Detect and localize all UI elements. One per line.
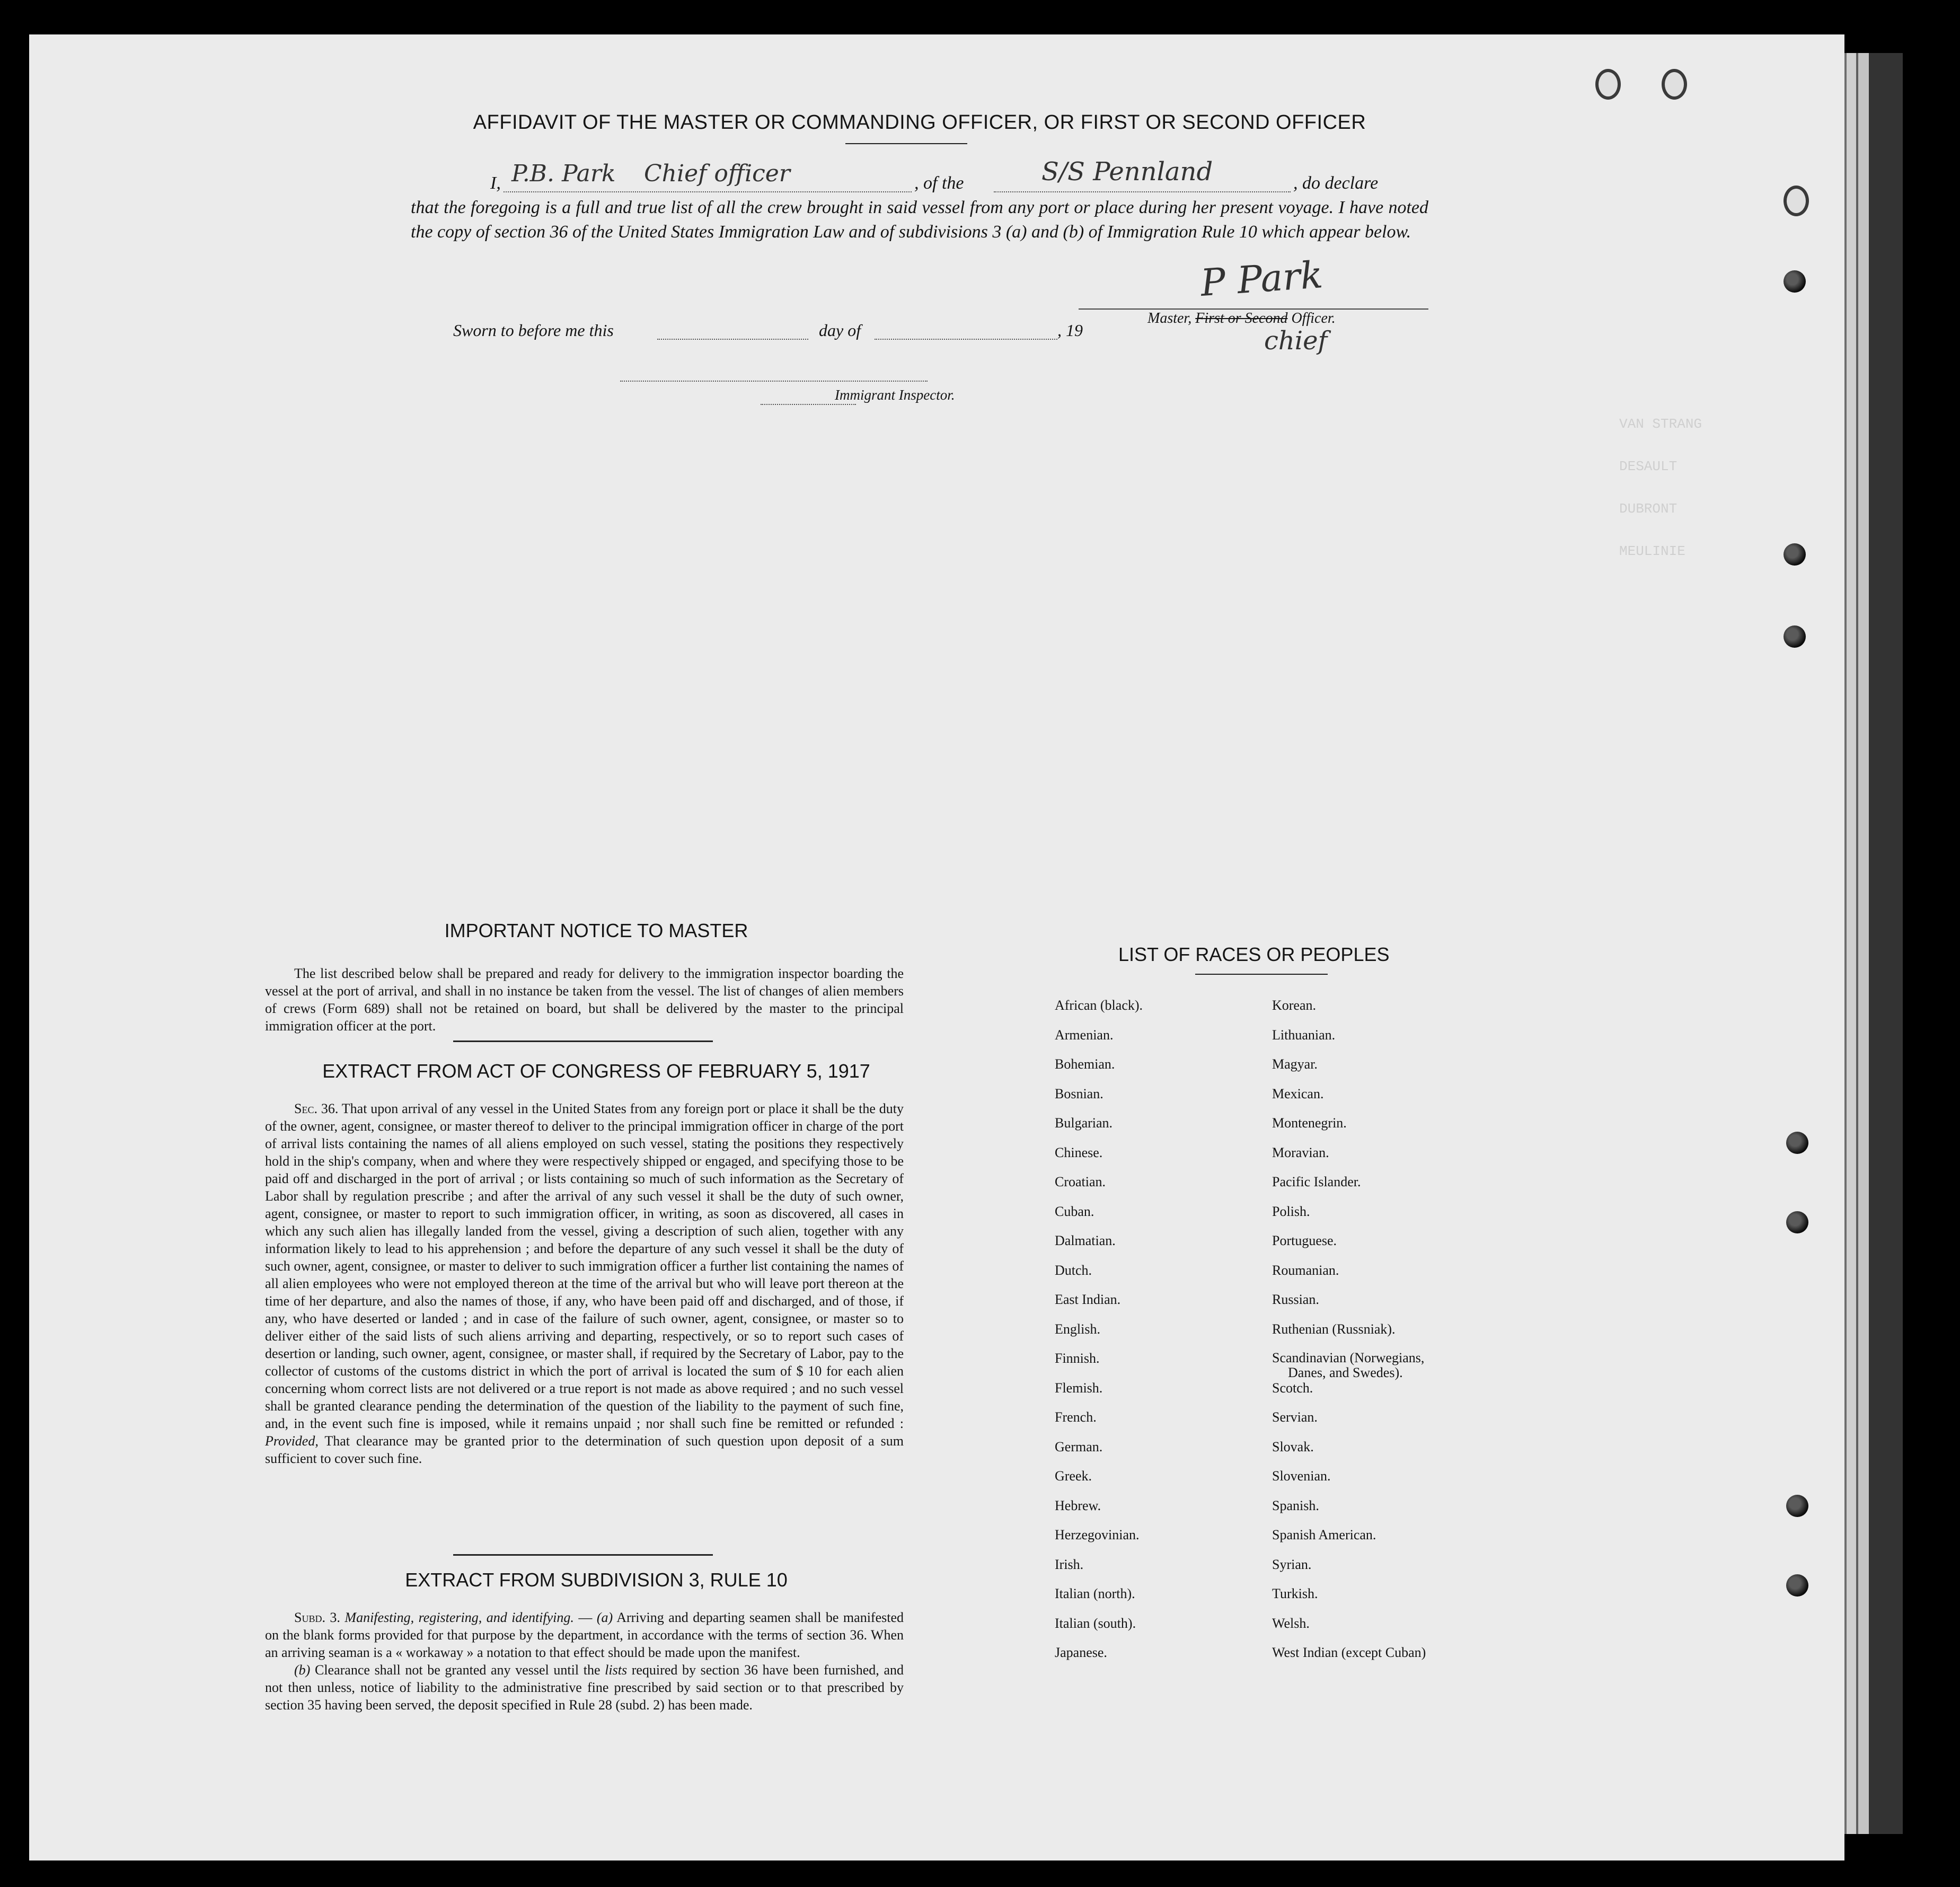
race-item: Slovenian. [1272,1468,1331,1484]
binder-hole-icon [1786,1574,1808,1597]
do-declare-label: , do declare [1293,173,1379,193]
section-rule [453,1554,713,1556]
races-right-column [1272,998,1426,1674]
binder-hole-icon [1784,270,1806,293]
subd-label: Subd. 3. [294,1610,340,1625]
provided-label: Provided, [265,1433,319,1449]
binder-hole-icon [1784,625,1806,648]
race-item: Lithuanian. [1272,1027,1336,1043]
race-item: Scandinavian (Norwegians, Danes, and Swedes). [1272,1350,1425,1380]
race-item: Russian. [1272,1292,1319,1307]
bleed-through-text: DESAULT [1619,458,1678,474]
vessel-name-handwritten: S/S Pennland [1041,157,1213,187]
manifest-sheet [29,34,1844,1860]
act-extract-text: Sec. 36. That upon arrival of any vessel in the United States from any foreign port or place it shall be the duty of the owner, agent, consignee, or master thereof to deliver to the principal immigration officer in charge of the port of arrival lists containing the names of all aliens employed on such vessel, stating the positions they respectively hold in the ship's company, when and where they were respectively shipped or engaged, and specifying those to be paid off and discharged in the port of arrival ; or lists containing so much of such information as the Secretary of Labor shall by regulation prescribe ; and after the arrival of any such vessel it shall be the duty of such owner, agent, consignee, or master to report to such immigration officer, in writing, as soon as discovered, all cases in which any such alien has illegally landed from the vessel, giving a description of such alien, together with any information likely to lead to his apprehension ; and before the departure of any such vessel it shall be the duty of such owner, agent, consignee, or master to deliver to such immigration officer a further list containing the names of all alien employees who were not employed thereon at the time of the arrival but who will leave port thereon at the time of her departure, and also the names of those, if any, who have been paid off and discharged, and of those, if any, who have deserted or landed ; and in case of the failure of such owner, agent, consignee, or master so to deliver either of the said lists of such aliens arriving and departing, respectively, or so to report such cases of desertion or landing, such owner, agent, consignee, or master shall, if required by the Secretary of Labor, pay to the collector of customs of the customs district in which the port of arrival is located the sum of $ 10 for each alien concerning whom correct lists are not delivered or a true report is not made as above required ; and no such vessel shall be granted clearance pending the determination of the question of the liability to the payment of such fine, and, in the event such fine is imposed, while it remains unpaid ; nor shall such fine be remitted or refunded : Provided, That clearance may be granted prior to the determination of such question upon deposit of a sum sufficient to cover such fine. [265,1101,904,1466]
binder-hole-icon [1595,69,1621,100]
officer-rank-handwritten: Chief officer [644,160,790,187]
race-item: Moravian. [1272,1144,1329,1160]
officer-signature-block [1079,253,1450,395]
race-item: Croatian. [1055,1174,1106,1189]
year-label: , 19 [1057,321,1083,340]
race-item: East Indian. [1055,1292,1121,1307]
race-item: German. [1055,1439,1103,1454]
month-blank [875,339,1057,340]
race-item: Armenian. [1055,1027,1114,1043]
officer-rank-label: Master, First or Second Officer. [1147,310,1336,327]
race-item: English. [1055,1321,1100,1337]
inspector-label: Immigrant Inspector. [835,387,955,403]
race-item: Turkish. [1272,1586,1318,1601]
race-item: Syrian. [1272,1556,1312,1572]
bleed-through-text: DUBRONT [1619,501,1678,517]
race-item: French. [1055,1409,1097,1425]
races-left-column [1055,998,1143,1674]
binder-hole-icon [1786,1495,1808,1517]
race-item: Servian. [1272,1409,1318,1425]
bleed-through-text: MEULINIE [1619,543,1685,559]
race-item: Bosnian. [1055,1086,1103,1101]
race-item: Irish. [1055,1556,1084,1572]
race-item: Bohemian. [1055,1056,1115,1072]
race-item: Pacific Islander. [1272,1174,1361,1189]
race-item: Italian (north). [1055,1586,1135,1601]
race-item: Korean. [1272,998,1317,1013]
declaration-text: that the foregoing is a full and true list of all the crew brought in said vessel from any port or place during her present voyage. I have noted the copy of section 36 of the United States Immigration Law and of subdivisions 3 (a) and (b) of Immigration Rule 10 which appear below. [411,198,1428,242]
race-item: Dutch. [1055,1262,1092,1278]
binder-hole-icon [1786,1132,1808,1154]
officer-signature: P Park [1199,253,1325,305]
officer-name-handwritten: P.B. Park [511,160,616,187]
races-title-rule [1195,974,1328,975]
race-item: Slovak. [1272,1439,1314,1454]
race-item: Magyar. [1272,1056,1318,1072]
race-item: Herzegovinian. [1055,1527,1140,1542]
race-item: West Indian (except Cuban) [1272,1645,1426,1660]
day-blank [657,339,808,340]
race-item: Chinese. [1055,1144,1103,1160]
rule-extract-title: EXTRACT FROM SUBDIVISION 3, RULE 10 [405,1569,788,1591]
i-label: I, [490,173,501,193]
vessel-blank-line [994,191,1291,192]
races-title: LIST OF RACES OR PEOPLES [1118,943,1390,965]
notice-text: The list described below shall be prepared and ready for delivery to the immigration inspector boarding the vessel at the port of arrival, and shall in no instance be taken from the vessel. The list of changes of alien members of crews (Form 689) shall not be retained on board, but shall be delivered by the master to the principal immigration officer at the port. [265,966,904,1034]
race-item: Flemish. [1055,1380,1103,1396]
bleed-through-text: VAN STRANG [1619,416,1702,432]
race-item: Ruthenian (Russniak). [1272,1321,1396,1337]
title-rule [845,143,967,144]
affidavit-title: AFFIDAVIT OF THE MASTER OR COMMANDING OFFICER, OR FIRST OR SECOND OFFICER [473,111,1366,134]
race-item: Greek. [1055,1468,1092,1484]
race-item: Bulgarian. [1055,1115,1113,1131]
signature-line [1079,308,1428,310]
race-item: Spanish American. [1272,1527,1376,1542]
race-item: Portuguese. [1272,1233,1337,1248]
inspector-signature-line [620,381,928,382]
act-extract-title: EXTRACT FROM ACT OF CONGRESS OF FEBRUARY 5, 1917 [322,1060,870,1082]
section-label: Sec. 36. [294,1101,339,1116]
race-item: Spanish. [1272,1497,1319,1513]
subd-heading: Manifesting, registering, and identifying. [345,1610,574,1625]
binder-hole-icon [1662,69,1687,100]
race-item: Hebrew. [1055,1497,1101,1513]
race-item: African (black). [1055,998,1143,1013]
of-the-label: , of the [914,173,964,193]
binder-hole-icon [1786,1211,1808,1233]
rule-extract-text: Subd. 3. Manifesting, registering, and identifying. — (a) Arriving and departing seamen shall be manifested on the blank forms provided for that purpose by the department, in accordance with the terms of section 36. When an arriving seaman is a « workaway » a notation to that effect should be made upon the manifest. (b) Clearance shall not be granted any vessel until the lists required by section 36 have been furnished, and not then unless, notice of liability to the administrative fine prescribed by said section or to that prescribed by section 35 having been served, the deposit specified in Rule 28 (subd. 2) has been made. [265,1610,904,1713]
section-rule [453,1041,713,1042]
sworn-label: Sworn to before me this [453,321,614,340]
race-item: Polish. [1272,1203,1310,1219]
binder-hole-icon [1784,186,1809,216]
race-item: Mexican. [1272,1086,1324,1101]
race-item: Japanese. [1055,1645,1107,1660]
race-item: Finnish. [1055,1351,1100,1366]
race-item: Welsh. [1272,1615,1310,1631]
chief-annotation-handwritten: chief [1264,326,1328,356]
name-blank-line [504,191,912,192]
race-item: Roumanian. [1272,1262,1339,1278]
struck-text: First or Second [1195,310,1288,327]
race-item: Dalmatian. [1055,1233,1116,1248]
day-of-label: day of [819,321,861,340]
race-item: Cuban. [1055,1203,1094,1219]
race-item: Italian (south). [1055,1615,1136,1631]
inspector-signature-line-2 [761,404,856,405]
race-item: Scotch. [1272,1380,1313,1396]
notice-title: IMPORTANT NOTICE TO MASTER [444,920,748,941]
affidavit-declaration [411,157,1428,244]
race-item: Montenegrin. [1272,1115,1347,1131]
binder-hole-icon [1784,543,1806,566]
